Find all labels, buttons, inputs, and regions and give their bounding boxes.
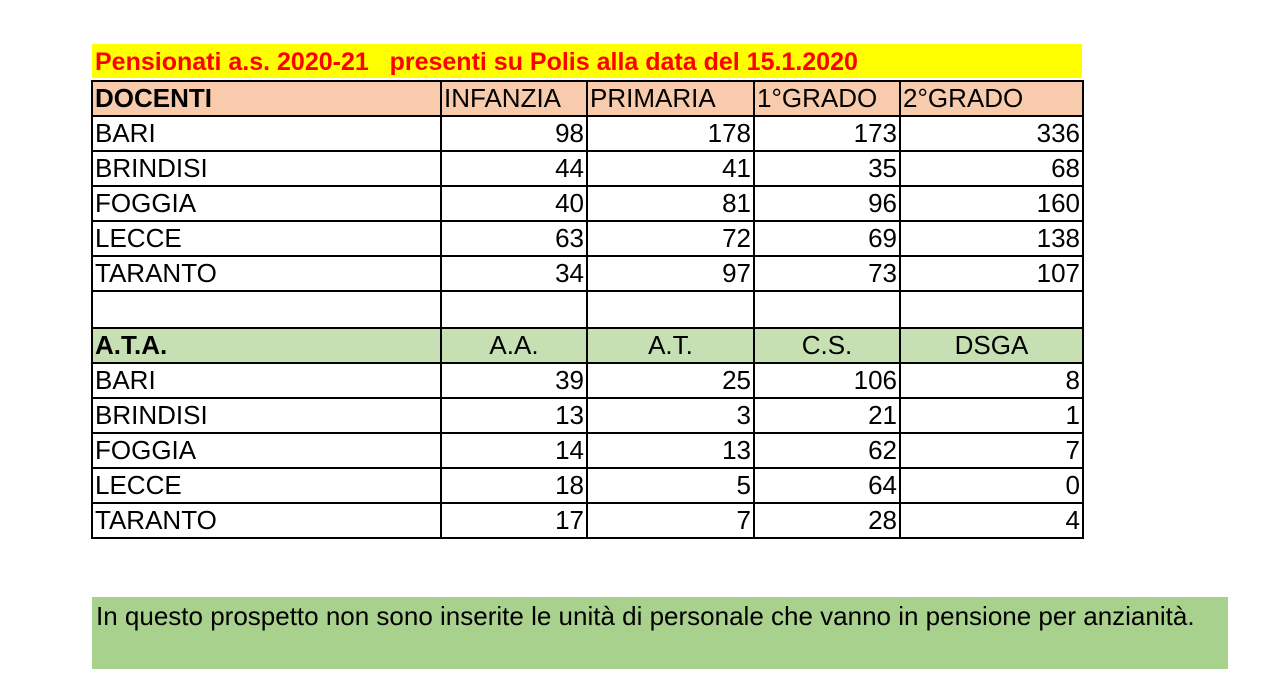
- docenti-col-infanzia[interactable]: INFANZIA: [441, 81, 587, 116]
- table-row: [92, 151, 1083, 186]
- value-cell[interactable]: 28: [754, 503, 900, 538]
- table-row: [92, 503, 1083, 538]
- value-cell[interactable]: 35: [754, 151, 900, 186]
- value-cell[interactable]: 18: [441, 468, 587, 503]
- value-cell[interactable]: 5: [587, 468, 754, 503]
- value-cell[interactable]: 138: [900, 221, 1083, 256]
- province-cell[interactable]: LECCE: [92, 221, 441, 256]
- value-cell[interactable]: 160: [900, 186, 1083, 221]
- value-cell[interactable]: 17: [441, 503, 587, 538]
- value-cell[interactable]: 21: [754, 398, 900, 433]
- province-cell[interactable]: FOGGIA: [92, 186, 441, 221]
- value-cell[interactable]: 34: [441, 256, 587, 291]
- province-cell[interactable]: BRINDISI: [92, 151, 441, 186]
- ata-col-at[interactable]: A.T.: [587, 328, 754, 363]
- value-cell[interactable]: 7: [900, 433, 1083, 468]
- province-cell[interactable]: BARI: [92, 363, 441, 398]
- value-cell[interactable]: 173: [754, 116, 900, 151]
- docenti-section-label[interactable]: DOCENTI: [92, 81, 441, 116]
- value-cell[interactable]: 25: [587, 363, 754, 398]
- empty-cell[interactable]: [900, 291, 1083, 328]
- value-cell[interactable]: 7: [587, 503, 754, 538]
- value-cell[interactable]: 13: [587, 433, 754, 468]
- province-cell[interactable]: FOGGIA: [92, 433, 441, 468]
- province-cell[interactable]: LECCE: [92, 468, 441, 503]
- table-row: [92, 398, 1083, 433]
- value-cell[interactable]: 41: [587, 151, 754, 186]
- ata-header-row: [92, 328, 1083, 363]
- empty-cell[interactable]: [92, 291, 441, 328]
- value-cell[interactable]: 98: [441, 116, 587, 151]
- value-cell[interactable]: 1: [900, 398, 1083, 433]
- table-row: [92, 256, 1083, 291]
- value-cell[interactable]: 107: [900, 256, 1083, 291]
- sheet-title: Pensionati a.s. 2020-21 presenti su Polis alla data del 15.1.2020: [92, 44, 1082, 78]
- value-cell[interactable]: 0: [900, 468, 1083, 503]
- value-cell[interactable]: 69: [754, 221, 900, 256]
- docenti-header-row: [92, 81, 1083, 116]
- value-cell[interactable]: 40: [441, 186, 587, 221]
- docenti-col-2grado[interactable]: 2°GRADO: [900, 81, 1083, 116]
- value-cell[interactable]: 63: [441, 221, 587, 256]
- province-cell[interactable]: BARI: [92, 116, 441, 151]
- value-cell[interactable]: 14: [441, 433, 587, 468]
- ata-col-cs[interactable]: C.S.: [754, 328, 900, 363]
- table-row: [92, 221, 1083, 256]
- docenti-col-1grado[interactable]: 1°GRADO: [754, 81, 900, 116]
- value-cell[interactable]: 68: [900, 151, 1083, 186]
- empty-cell[interactable]: [587, 291, 754, 328]
- value-cell[interactable]: 39: [441, 363, 587, 398]
- value-cell[interactable]: 64: [754, 468, 900, 503]
- value-cell[interactable]: 336: [900, 116, 1083, 151]
- value-cell[interactable]: 178: [587, 116, 754, 151]
- empty-cell[interactable]: [754, 291, 900, 328]
- docenti-col-primaria[interactable]: PRIMARIA: [587, 81, 754, 116]
- province-cell[interactable]: TARANTO: [92, 503, 441, 538]
- value-cell[interactable]: 3: [587, 398, 754, 433]
- value-cell[interactable]: 96: [754, 186, 900, 221]
- pensioners-table: [91, 80, 1084, 539]
- province-cell[interactable]: BRINDISI: [92, 398, 441, 433]
- table-row: [92, 468, 1083, 503]
- value-cell[interactable]: 73: [754, 256, 900, 291]
- table-row: [92, 363, 1083, 398]
- table-row: [92, 186, 1083, 221]
- ata-col-aa[interactable]: A.A.: [441, 328, 587, 363]
- empty-cell[interactable]: [441, 291, 587, 328]
- note-box: In questo prospetto non sono inserite le unità di personale che vanno in pensione per anzianità.: [92, 597, 1228, 669]
- ata-section-label[interactable]: A.T.A.: [92, 328, 441, 363]
- value-cell[interactable]: 106: [754, 363, 900, 398]
- ata-col-dsga[interactable]: DSGA: [900, 328, 1083, 363]
- table-row: [92, 433, 1083, 468]
- table-row: [92, 116, 1083, 151]
- value-cell[interactable]: 44: [441, 151, 587, 186]
- value-cell[interactable]: 8: [900, 363, 1083, 398]
- value-cell[interactable]: 81: [587, 186, 754, 221]
- value-cell[interactable]: 62: [754, 433, 900, 468]
- value-cell[interactable]: 13: [441, 398, 587, 433]
- value-cell[interactable]: 4: [900, 503, 1083, 538]
- value-cell[interactable]: 72: [587, 221, 754, 256]
- blank-row: [92, 291, 1083, 328]
- value-cell[interactable]: 97: [587, 256, 754, 291]
- province-cell[interactable]: TARANTO: [92, 256, 441, 291]
